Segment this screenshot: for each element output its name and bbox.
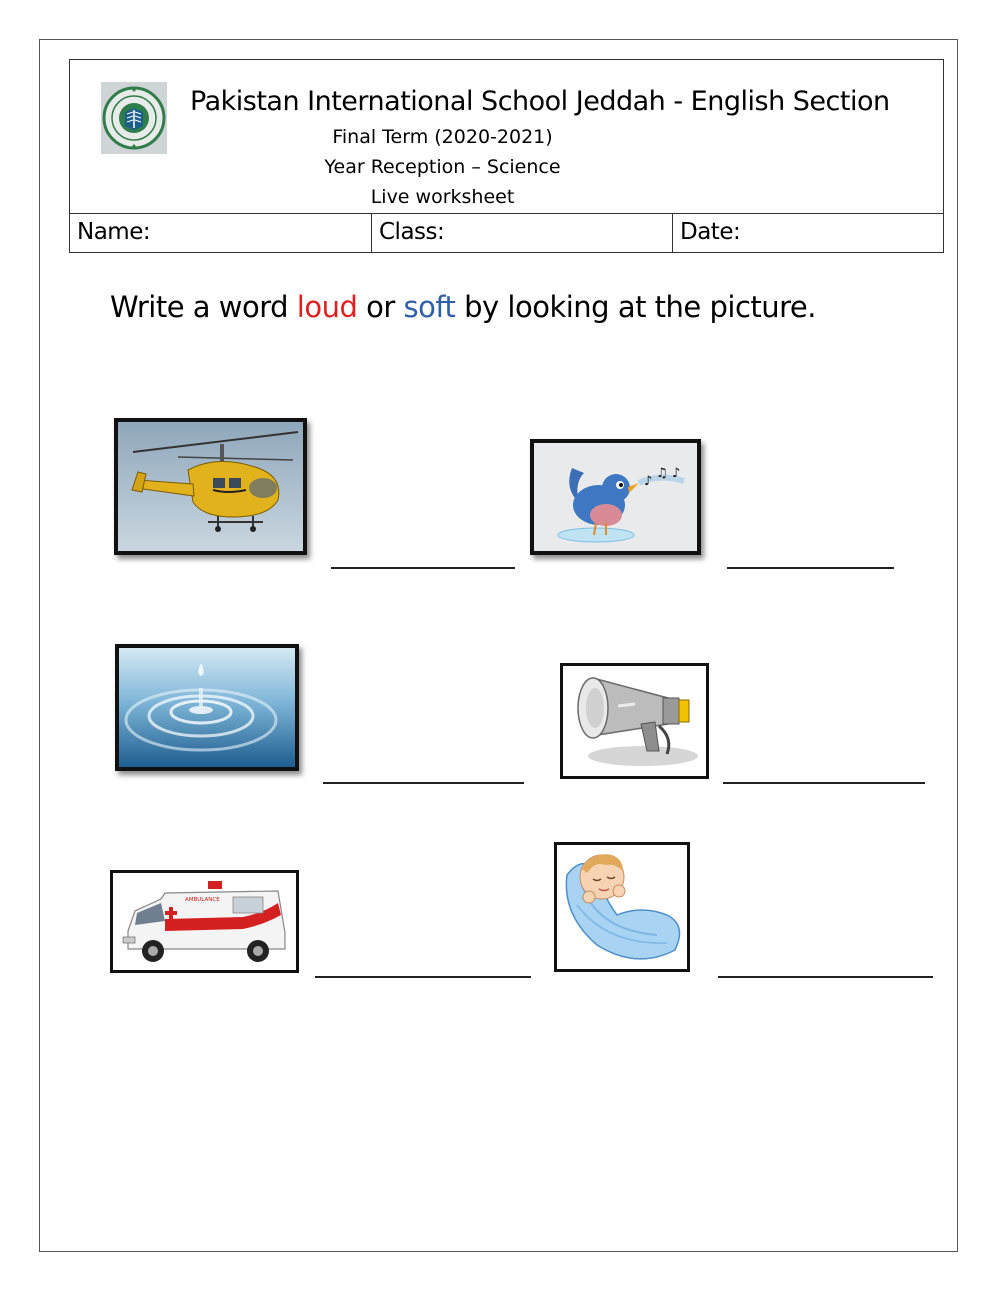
name-field[interactable] [70, 213, 372, 252]
ambulance-label: AMBULANCE [185, 897, 220, 903]
svg-text:♫: ♫ [656, 466, 668, 481]
instruction-part3: by looking at the picture. [455, 290, 816, 324]
date-field[interactable] [673, 213, 943, 252]
megaphone-picture [560, 663, 709, 779]
class-field[interactable] [372, 213, 673, 252]
date-label: Date: [680, 219, 741, 245]
year-subject-label: Year Reception – Science [324, 156, 561, 178]
worksheet-type-label: Live worksheet [370, 186, 515, 208]
soft-word: soft [403, 290, 456, 324]
svg-text:♪: ♪ [672, 466, 681, 481]
water-drop-icon [119, 648, 295, 767]
school-title: Pakistan International School Jeddah - English Section [190, 86, 890, 117]
instruction-part1: Write a word [110, 290, 297, 324]
answer-line-5[interactable] [315, 976, 531, 978]
name-label: Name: [77, 219, 151, 245]
instruction-part2: or [357, 290, 404, 324]
svg-text:♪: ♪ [644, 474, 653, 489]
singing-bird-icon [534, 443, 697, 551]
instruction-text [110, 290, 816, 324]
bird-picture [530, 439, 701, 555]
worksheet-header [69, 59, 944, 253]
header-title-area [70, 60, 943, 214]
water-drop-picture [115, 644, 299, 771]
answer-line-6[interactable] [718, 976, 933, 978]
ambulance-picture [110, 870, 299, 973]
answer-line-1[interactable] [331, 567, 515, 569]
answer-line-2[interactable] [727, 567, 894, 569]
loud-word: loud [296, 290, 358, 324]
student-info-row [70, 213, 943, 252]
answer-line-3[interactable] [323, 782, 524, 784]
megaphone-icon [563, 666, 706, 776]
answer-line-4[interactable] [723, 782, 925, 784]
term-label: Final Term (2020-2021) [332, 126, 553, 148]
helicopter-icon [118, 422, 303, 551]
class-label: Class: [379, 219, 445, 245]
sleeping-baby-icon [557, 845, 687, 969]
baby-picture [554, 842, 690, 972]
helicopter-picture [114, 418, 307, 555]
ambulance-icon [113, 873, 296, 970]
